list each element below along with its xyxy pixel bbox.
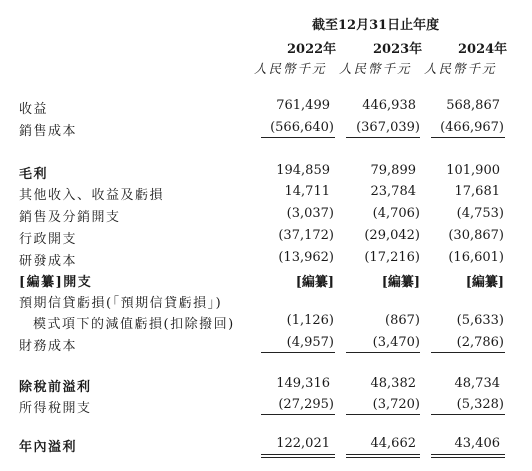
value-income-tax-2022: (27,295) xyxy=(278,397,334,412)
total-double-rule xyxy=(261,454,335,458)
period-header: 截至12月31日止年度 xyxy=(312,18,440,33)
value-revenue-2024: 568,867 xyxy=(446,98,500,113)
value-selling-expenses-2022: (3,037) xyxy=(286,206,334,221)
row-label-redacted-expenses: [編纂]開支 xyxy=(19,275,93,290)
value-ecl-2022: (1,126) xyxy=(286,313,334,328)
unit-label-2024: 人民幣千元 xyxy=(424,61,497,76)
row-label-other-income: 其他收入、收益及虧損 xyxy=(19,188,165,203)
value-selling-expenses-2024: (4,753) xyxy=(456,206,504,221)
value-gross-profit-2022: 194,859 xyxy=(276,163,330,178)
row-label-cost-of-sales: 銷售成本 xyxy=(19,124,78,139)
value-finance-costs-2022: (4,957) xyxy=(286,335,334,350)
row-label-rd-costs: 研發成本 xyxy=(19,254,78,269)
year-header-2024: 2024年 xyxy=(458,42,508,57)
total-double-rule xyxy=(346,454,420,458)
value-gross-profit-2023: 79,899 xyxy=(370,163,416,178)
value-rd-costs-2022: (13,962) xyxy=(278,250,334,265)
subtotal-rule xyxy=(431,414,505,415)
value-redacted-2024: [編纂] xyxy=(465,275,504,290)
total-double-rule xyxy=(431,454,505,458)
subtotal-rule xyxy=(261,352,335,353)
year-header-2023: 2023年 xyxy=(373,42,423,57)
subtotal-rule xyxy=(261,137,335,138)
subtotal-rule xyxy=(346,137,420,138)
subtotal-rule xyxy=(431,352,505,353)
value-rd-costs-2023: (17,216) xyxy=(364,250,420,265)
year-header-2022: 2022年 xyxy=(287,42,337,57)
value-admin-expenses-2022: (37,172) xyxy=(278,228,334,243)
subtotal-rule xyxy=(346,414,420,415)
value-finance-costs-2024: (2,786) xyxy=(456,335,504,350)
subtotal-rule xyxy=(346,352,420,353)
value-admin-expenses-2024: (30,867) xyxy=(448,228,504,243)
value-cost-of-sales-2024: (466,967) xyxy=(440,120,504,135)
row-label-revenue: 收益 xyxy=(19,102,49,117)
value-profit-before-tax-2022: 149,316 xyxy=(276,376,330,391)
row-label-selling-expenses: 銷售及分銷開支 xyxy=(19,210,121,225)
value-profit-for-year-2023: 44,662 xyxy=(370,436,416,451)
row-label-admin-expenses: 行政開支 xyxy=(19,232,78,247)
value-ecl-2023: (867) xyxy=(385,313,420,328)
value-income-tax-2023: (3,720) xyxy=(372,397,420,412)
value-ecl-2024: (5,633) xyxy=(456,313,504,328)
value-revenue-2022: 761,499 xyxy=(276,98,330,113)
value-profit-before-tax-2024: 48,734 xyxy=(454,376,500,391)
value-profit-for-year-2022: 122,021 xyxy=(276,436,330,451)
value-redacted-2023: [編纂] xyxy=(381,275,420,290)
value-cost-of-sales-2023: (367,039) xyxy=(356,120,420,135)
unit-label-2022: 人民幣千元 xyxy=(254,61,327,76)
row-label-profit-before-tax: 除稅前溢利 xyxy=(19,380,92,395)
value-selling-expenses-2023: (4,706) xyxy=(372,206,420,221)
subtotal-rule xyxy=(261,414,335,415)
row-label-gross-profit: 毛利 xyxy=(19,167,49,182)
row-label-profit-for-year: 年內溢利 xyxy=(19,440,78,455)
value-cost-of-sales-2022: (566,640) xyxy=(270,120,334,135)
row-label-income-tax: 所得稅開支 xyxy=(19,401,92,416)
value-other-income-2023: 23,784 xyxy=(370,184,416,199)
row-label-ecl-line2: 模式項下的減值虧損(扣除撥回) xyxy=(33,317,235,332)
value-finance-costs-2023: (3,470) xyxy=(372,335,420,350)
row-label-ecl-line1: 預期信貸虧損(「預期信貸虧損」) xyxy=(19,296,223,311)
subtotal-rule xyxy=(431,137,505,138)
value-other-income-2024: 17,681 xyxy=(454,184,500,199)
value-admin-expenses-2023: (29,042) xyxy=(364,228,420,243)
value-income-tax-2024: (5,328) xyxy=(456,397,504,412)
value-gross-profit-2024: 101,900 xyxy=(446,163,500,178)
unit-label-2023: 人民幣千元 xyxy=(339,61,412,76)
value-redacted-2022: [編纂] xyxy=(295,275,334,290)
value-revenue-2023: 446,938 xyxy=(362,98,416,113)
value-profit-for-year-2024: 43,406 xyxy=(454,436,500,451)
value-profit-before-tax-2023: 48,382 xyxy=(370,376,416,391)
row-label-finance-costs: 財務成本 xyxy=(19,339,78,354)
value-other-income-2022: 14,711 xyxy=(284,184,330,199)
value-rd-costs-2024: (16,601) xyxy=(448,250,504,265)
